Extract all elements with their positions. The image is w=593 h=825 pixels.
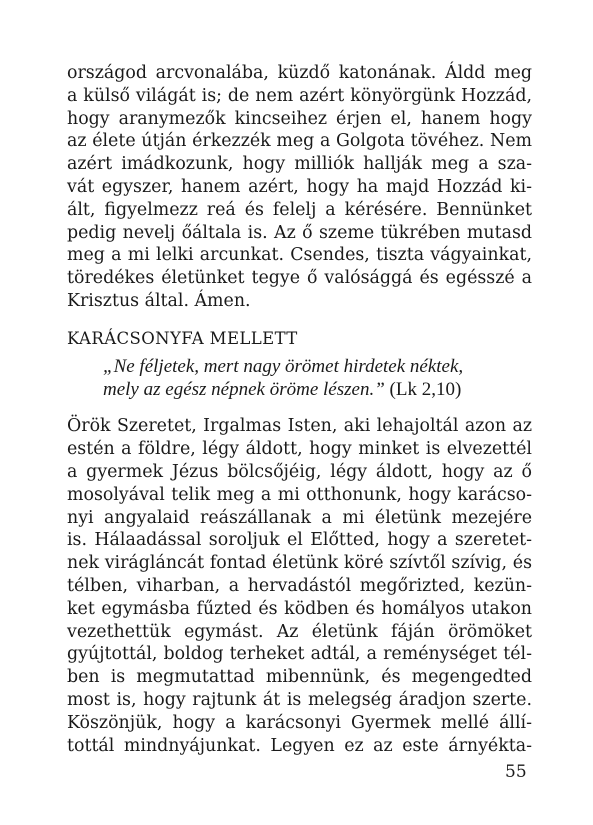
text-line: is. Hálaadással soroljuk el Előtted, hogy a szeretet-: [67, 530, 532, 551]
quote-text: mely az egész népnek öröme lészen.”: [103, 378, 385, 400]
page-number: 55: [505, 762, 527, 782]
page-body: [67, 62, 532, 757]
paragraph-prayer-ending: [67, 62, 532, 313]
text-line: estén a földre, légy áldott, hogy minket is elvezettél: [67, 439, 532, 460]
text-line: vát egyszer, hanem azért, hogy ha majd Hozzád ki-: [67, 176, 532, 197]
quote-text: „Ne féljetek, mert nagy örömet hirdetek néktek,: [103, 355, 464, 377]
text-line: pedig nevelj őáltala is. Az ő szeme tükrében mutasd: [67, 222, 532, 243]
text-line: Örök Szeretet, Irgalmas Isten, aki lehajoltál azon az: [67, 416, 532, 437]
text-line: töredékes életünket tegye ő valósággá és egésszé a: [67, 268, 532, 289]
text-line: Krisztus által. Ámen.: [67, 290, 251, 311]
bible-quote: [67, 356, 532, 402]
text-line: télben, viharban, a hervadástól megőrizted, kezün-: [67, 575, 532, 596]
text-line: nyi angyalaid reászállanak a mi életünk mezejére: [67, 507, 532, 528]
text-line: a külső világát is; de nem azért könyörgünk Hozzád,: [67, 85, 532, 106]
text-line: ált, figyelmezz reá és felelj a kérésére. Bennünket: [67, 199, 532, 220]
text-line: hogy aranymezők kincseihez érjen el, hanem hogy: [67, 108, 532, 129]
text-line: mosolyával telik meg a mi otthonunk, hogy karácso-: [67, 484, 532, 505]
quote-reference: (Lk 2,10): [384, 378, 462, 400]
quote-line: [103, 379, 532, 402]
quote-line: [103, 356, 532, 379]
text-line: nek virágláncát fontad életünk köré szívtől szívig, és: [67, 553, 532, 574]
text-line: ket egymásba fűzted és ködben és homályos utakon: [67, 598, 532, 619]
text-line: tottál mindnyájunkat. Legyen ez az este árnyékta-: [67, 735, 532, 756]
text-line: azért imádkozunk, hogy milliók hallják meg a sza-: [67, 154, 532, 175]
text-line: a gyermek Jézus bölcsőjéig, légy áldott, hogy az ő: [67, 461, 532, 482]
text-line: meg a mi lelki arcunkat. Csendes, tiszta vágyainkat,: [67, 245, 532, 266]
text-line: az élete útján érkezzék meg a Golgota tövéhez. Nem: [67, 131, 532, 152]
text-line: most is, hogy rajtunk át is melegség áradjon szerte.: [67, 689, 532, 710]
text-line: országod arcvonalába, küzdő katonának. Áldd meg: [67, 63, 532, 83]
text-line: ben is megmutattad mibennünk, és megengedted: [67, 667, 532, 688]
section-heading: KARÁCSONYFA MELLETT: [67, 328, 298, 348]
text-line: vezethettük egymást. Az életünk fáján örömöket: [67, 621, 532, 642]
paragraph-christmas-prayer: [67, 415, 532, 757]
text-line: gyújtottál, boldog terheket adtál, a reménységet tél-: [67, 644, 532, 665]
text-line: Köszönjük, hogy a karácsonyi Gyermek mellé állí-: [67, 712, 532, 733]
